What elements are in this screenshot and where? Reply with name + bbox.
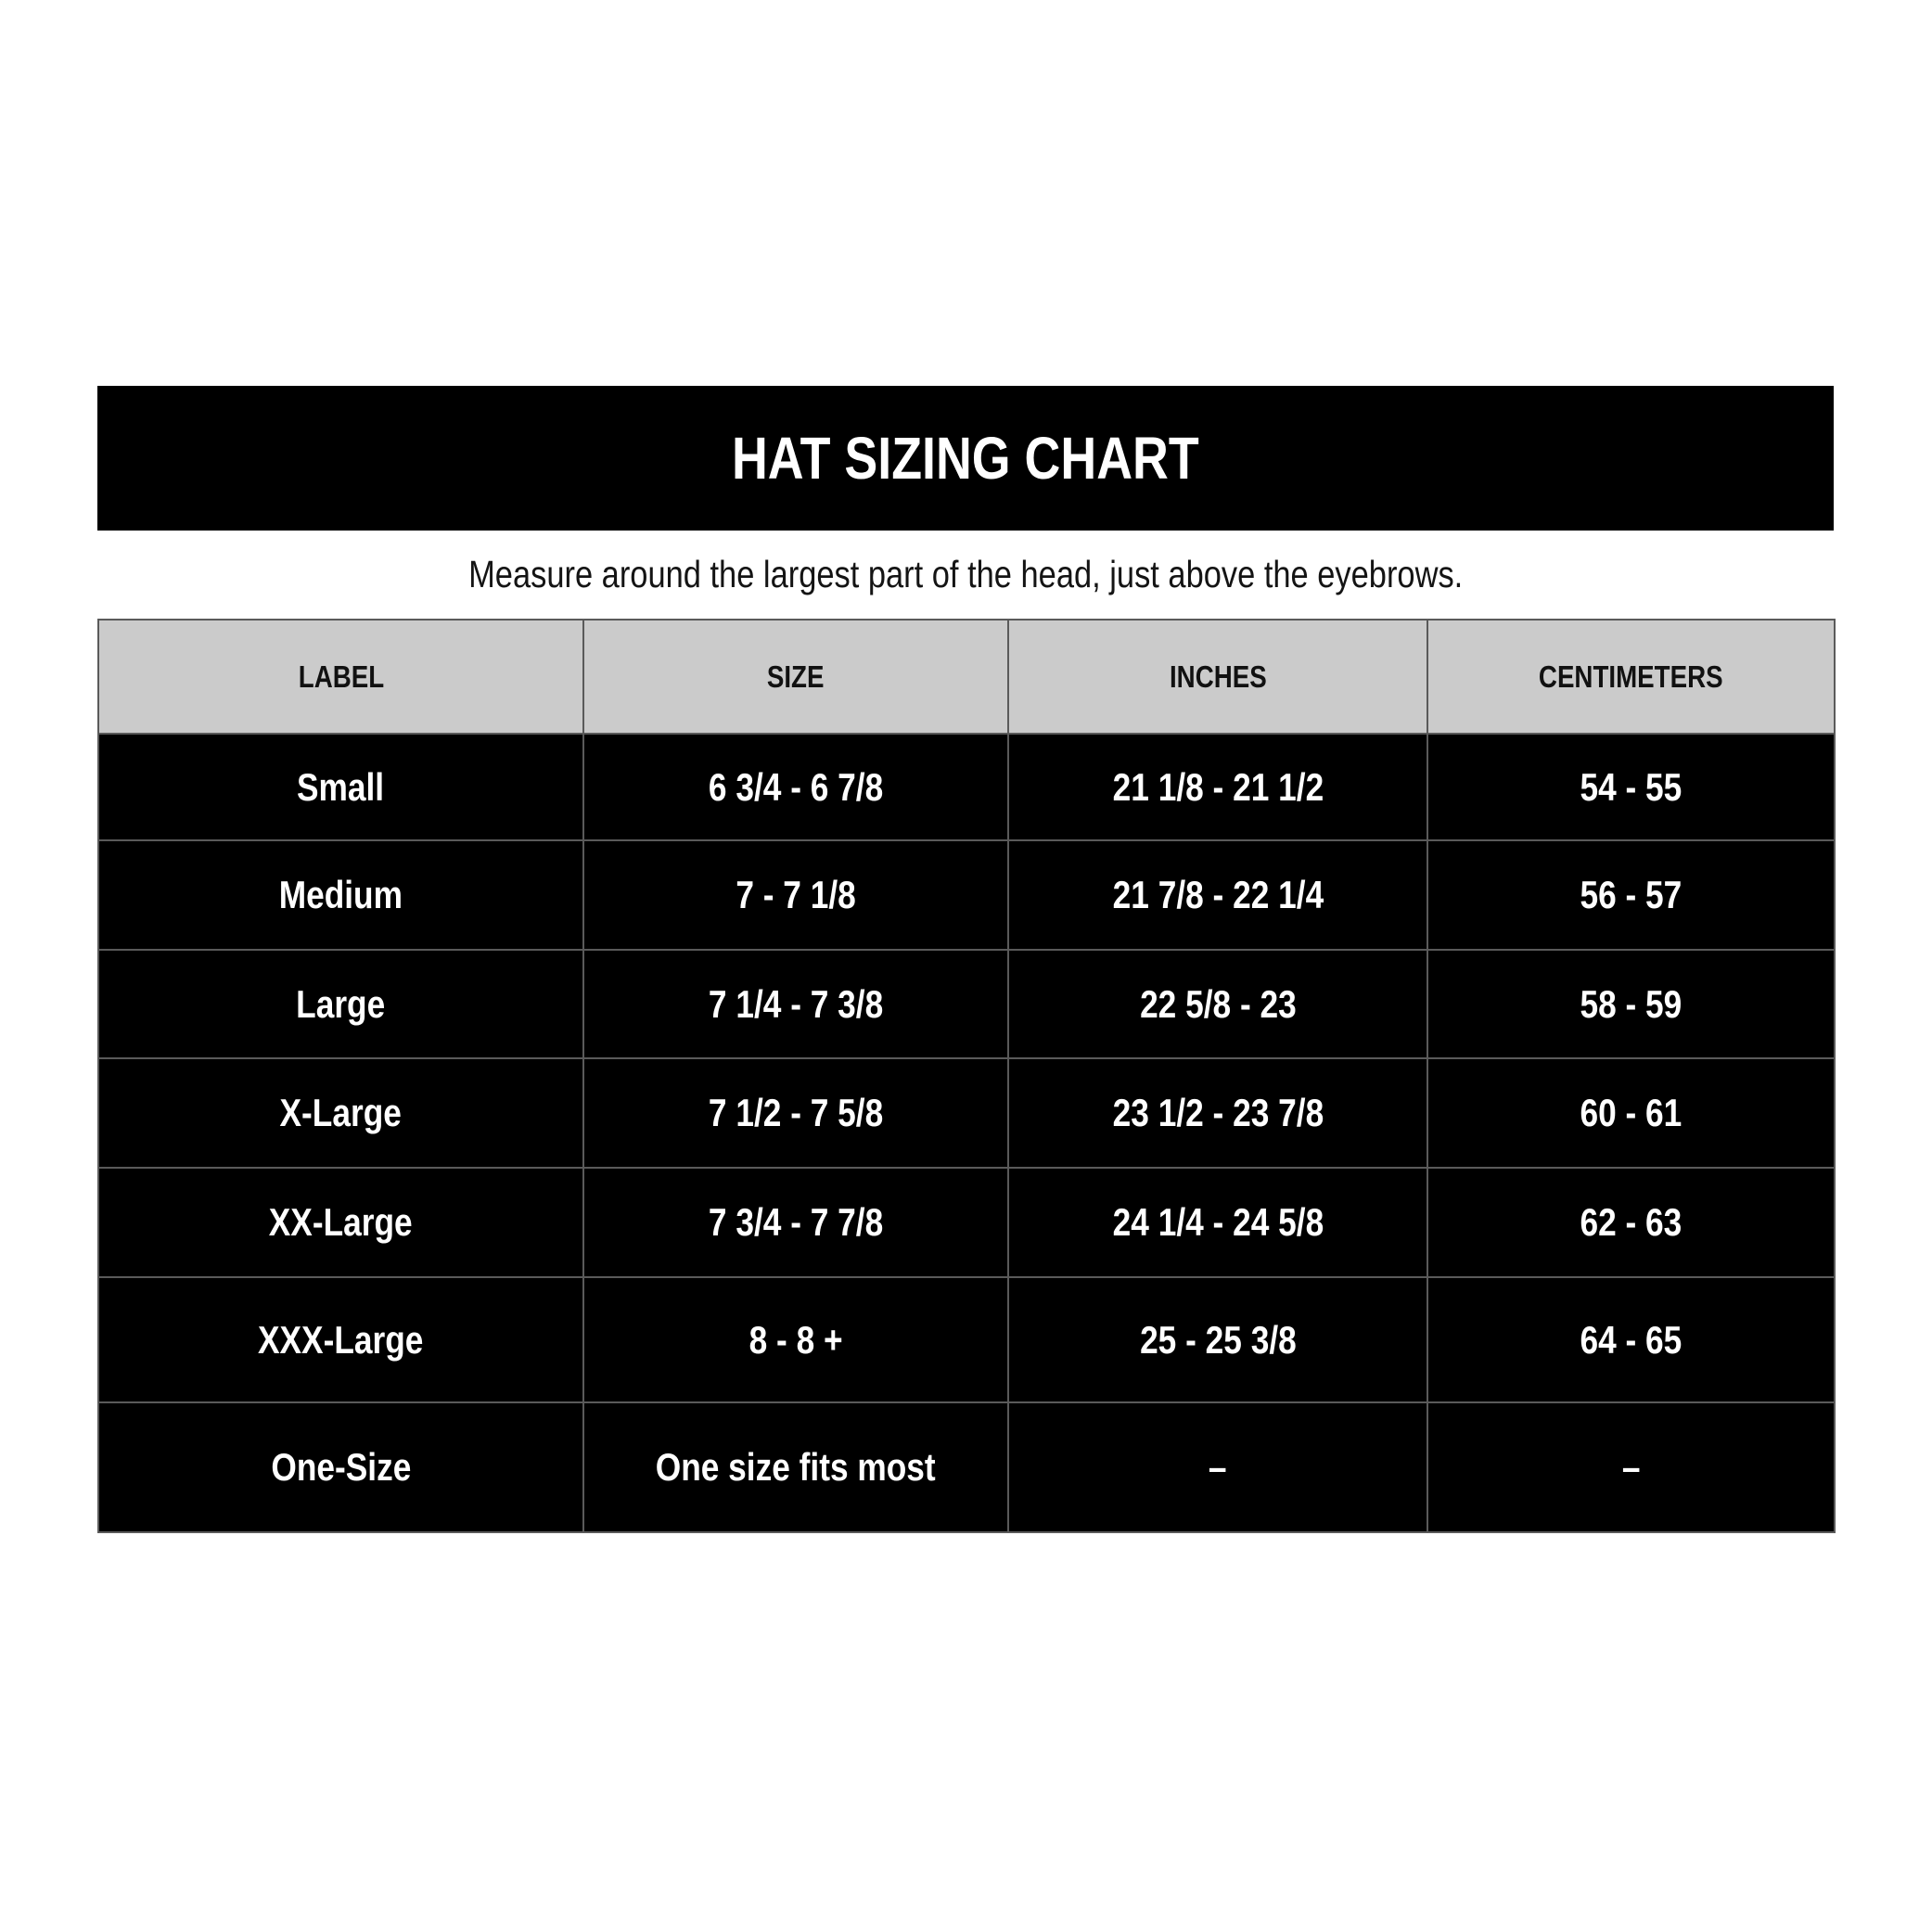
table-cell (1008, 734, 1427, 840)
table-cell (583, 950, 1008, 1058)
table-header-cell (1008, 620, 1427, 734)
table-cell (1008, 1402, 1427, 1532)
table-header-cell (583, 620, 1008, 734)
table-cell (1008, 1168, 1427, 1277)
header-centimeters: CENTIMETERS (1539, 659, 1723, 694)
table-cell (1427, 1277, 1835, 1402)
cell-value: X-Large (279, 1091, 403, 1134)
header-label: LABEL (298, 659, 384, 694)
cell-value: 7 1/2 - 7 5/8 (708, 1091, 884, 1134)
title-bar (97, 386, 1834, 531)
cell-value: Large (296, 981, 386, 1026)
table-cell (1427, 950, 1835, 1058)
cell-value: – (1209, 1445, 1227, 1489)
table-row (98, 950, 1835, 1058)
table-cell (1008, 840, 1427, 950)
table-cell (1427, 1168, 1835, 1277)
table-header-cell (98, 620, 583, 734)
cell-value: XX-Large (269, 1200, 413, 1244)
cell-value: 6 3/4 - 6 7/8 (708, 764, 884, 809)
cell-value: 21 7/8 - 22 1/4 (1112, 873, 1324, 916)
table-cell (1008, 1058, 1427, 1168)
cell-value: 56 - 57 (1580, 873, 1683, 916)
table-row (98, 734, 1835, 840)
table-header-cell (1427, 620, 1835, 734)
cell-value: 23 1/2 - 23 7/8 (1112, 1091, 1324, 1134)
cell-value: 7 3/4 - 7 7/8 (708, 1200, 884, 1244)
table-row (98, 1402, 1835, 1532)
cell-value: One-Size (271, 1445, 411, 1489)
table-cell (583, 1058, 1008, 1168)
table-header-row (98, 620, 1835, 734)
table-cell (583, 1277, 1008, 1402)
table-cell (98, 950, 583, 1058)
table-cell (1427, 734, 1835, 840)
cell-value: 8 - 8 + (748, 1317, 843, 1362)
header-inches: INCHES (1169, 659, 1267, 694)
table-row (98, 840, 1835, 950)
table-row (98, 1168, 1835, 1277)
cell-value: Medium (278, 873, 403, 916)
cell-value: One size fits most (656, 1445, 936, 1489)
cell-value: 7 - 7 1/8 (736, 873, 856, 916)
hat-sizing-table (97, 619, 1836, 1533)
table-cell (98, 1277, 583, 1402)
table-cell (583, 734, 1008, 840)
table-cell (583, 840, 1008, 950)
cell-value: – (1621, 1445, 1641, 1489)
table-cell (98, 840, 583, 950)
table-cell (98, 1058, 583, 1168)
page-title: HAT SIZING CHART (732, 425, 1199, 492)
table-cell (583, 1168, 1008, 1277)
cell-value: 21 1/8 - 21 1/2 (1112, 764, 1324, 809)
cell-value: 7 1/4 - 7 3/8 (708, 981, 884, 1026)
cell-value: 60 - 61 (1580, 1091, 1683, 1134)
table-cell (583, 1402, 1008, 1532)
cell-value: 58 - 59 (1580, 981, 1683, 1026)
table-cell (1008, 1277, 1427, 1402)
subtitle-wrap (97, 531, 1834, 619)
table-cell (98, 1402, 583, 1532)
cell-value: 54 - 55 (1580, 764, 1683, 809)
table-cell (98, 734, 583, 840)
cell-value: Small (297, 764, 385, 809)
table-cell (1427, 1058, 1835, 1168)
cell-value: 62 - 63 (1580, 1200, 1683, 1244)
table-cell (1008, 950, 1427, 1058)
table-cell (98, 1168, 583, 1277)
cell-value: 64 - 65 (1580, 1317, 1683, 1362)
cell-value: 22 5/8 - 23 (1139, 981, 1297, 1026)
table-row (98, 1277, 1835, 1402)
table-cell (1427, 1402, 1835, 1532)
measure-instructions: Measure around the largest part of the head, just above the eyebrows. (467, 553, 1464, 595)
table-row (98, 1058, 1835, 1168)
table-cell (1427, 840, 1835, 950)
cell-value: 24 1/4 - 24 5/8 (1112, 1200, 1324, 1244)
cell-value: XXX-Large (258, 1317, 424, 1362)
cell-value: 25 - 25 3/8 (1139, 1317, 1297, 1362)
header-size: SIZE (767, 659, 825, 694)
